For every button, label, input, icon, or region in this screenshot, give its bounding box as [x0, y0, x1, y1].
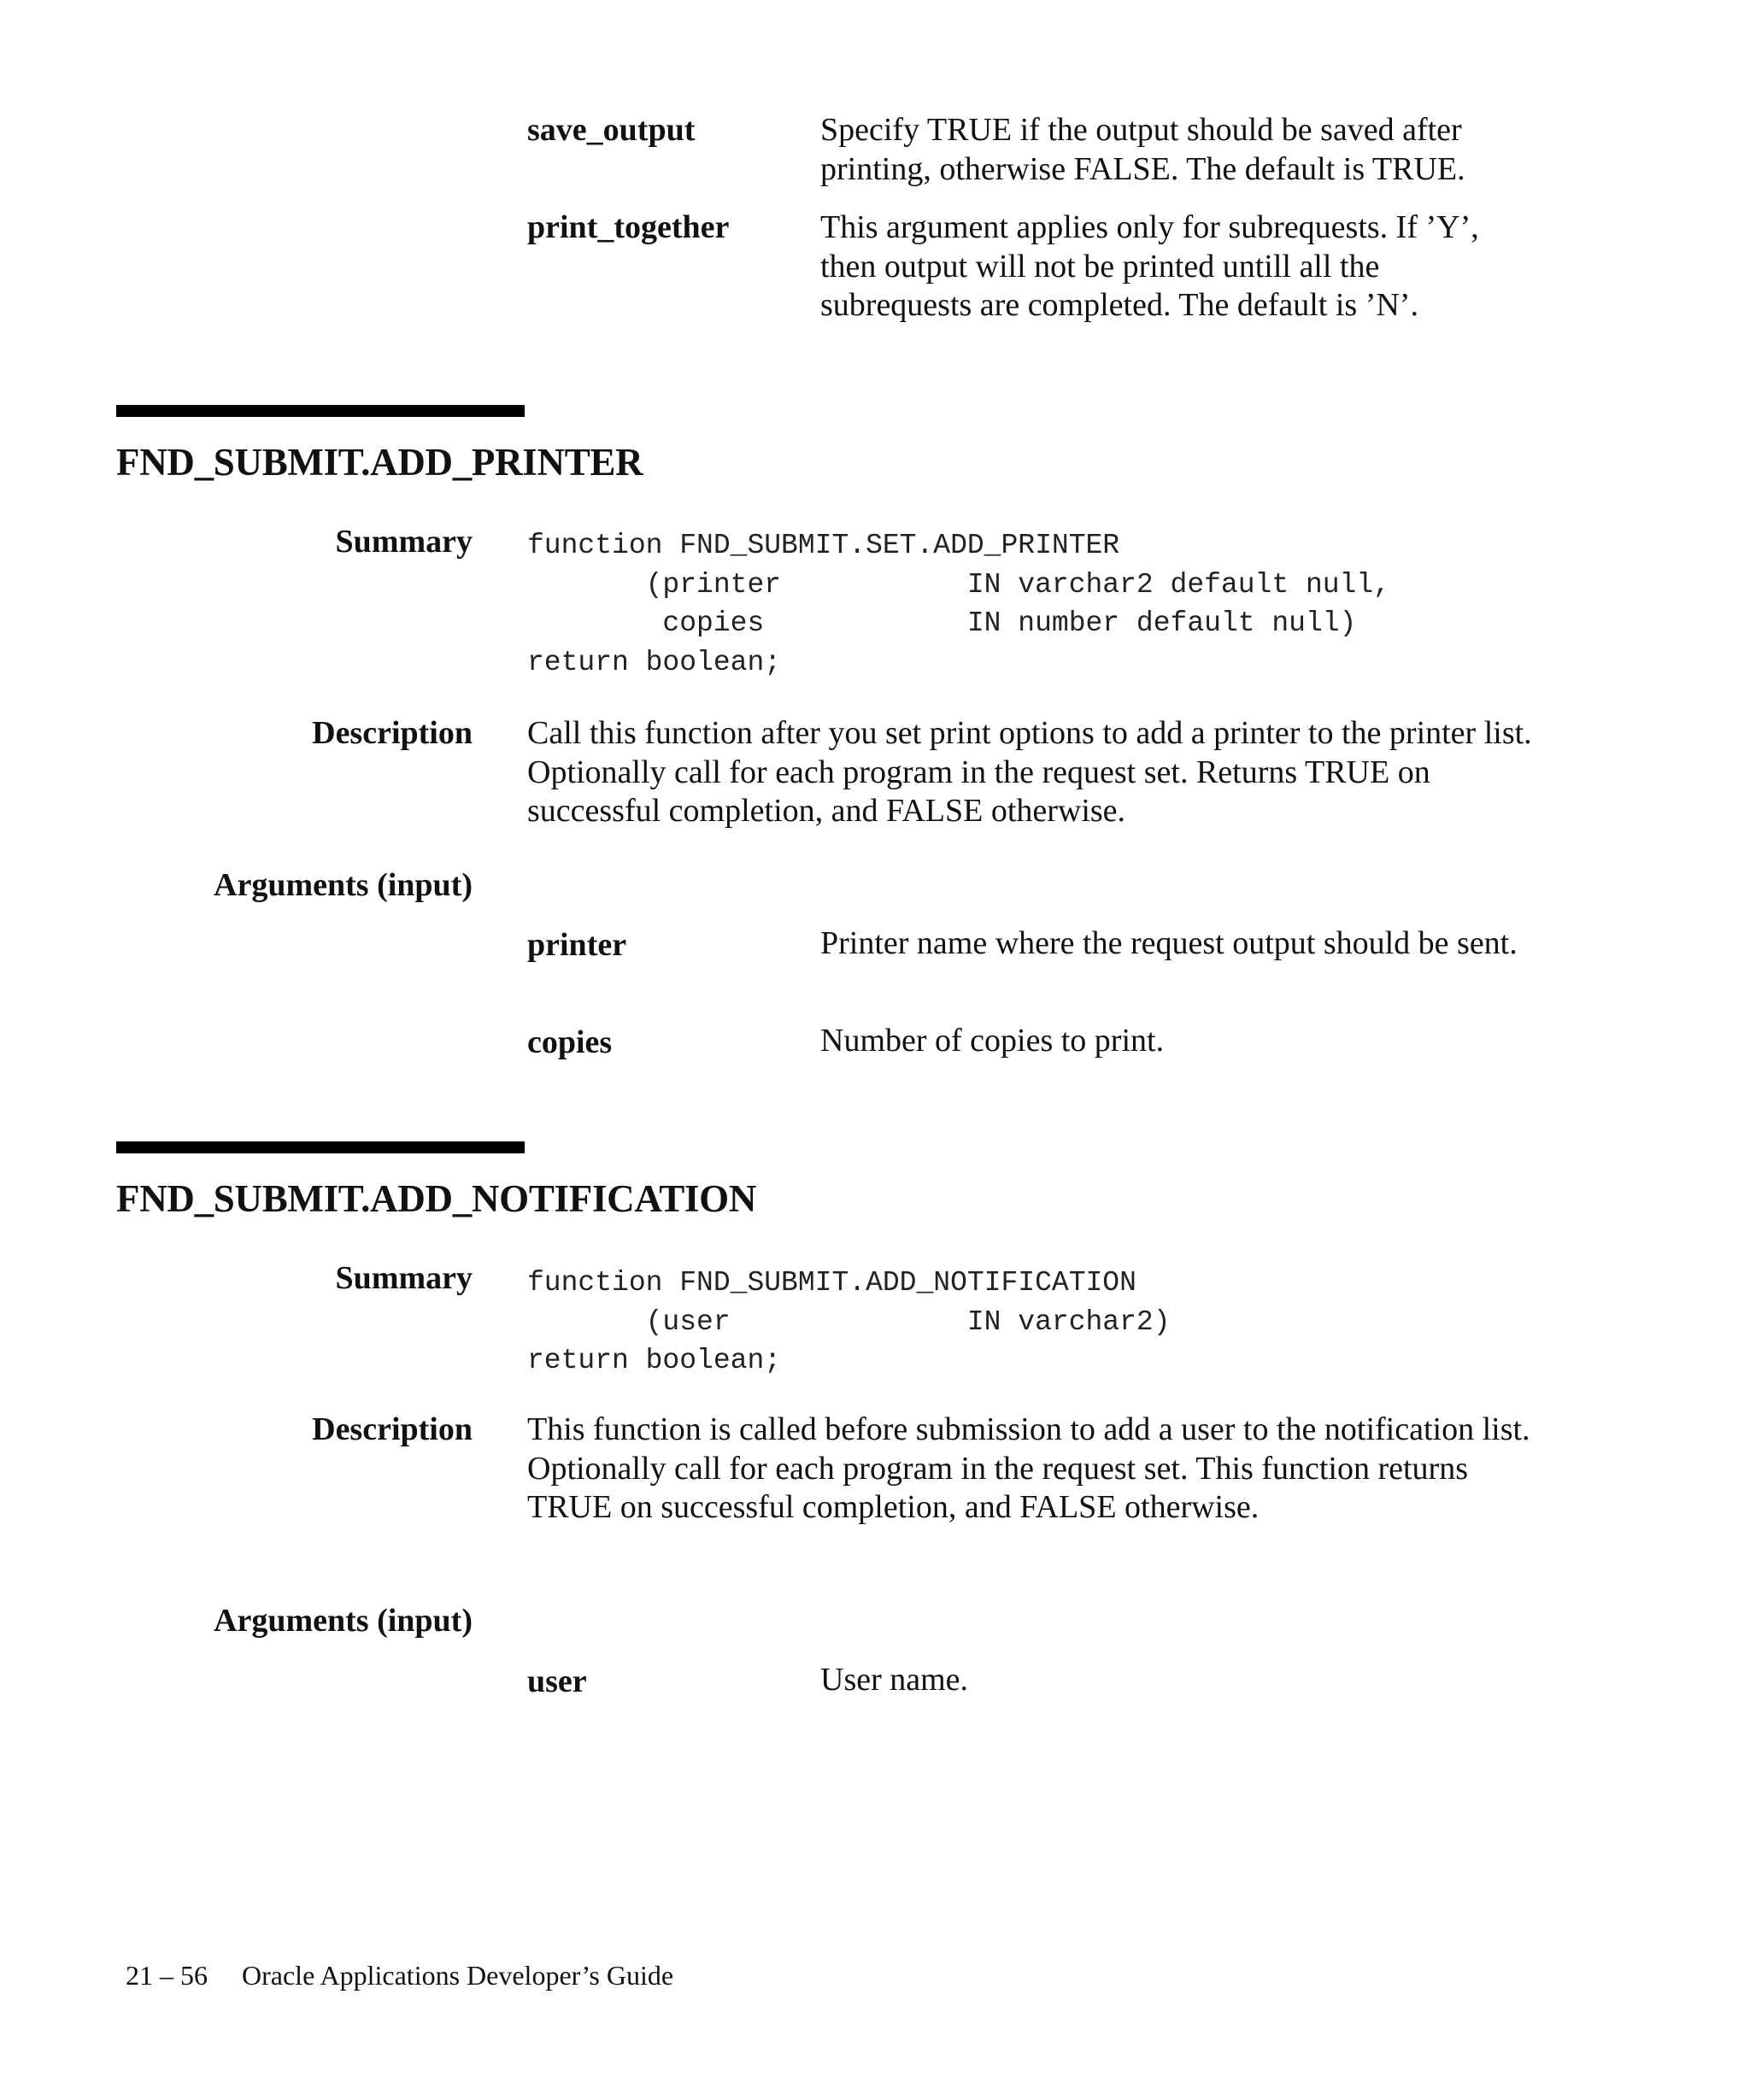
- footer-book-title: Oracle Applications Developer’s Guide: [242, 1960, 674, 1991]
- arg-desc-user: User name.: [820, 1662, 969, 1698]
- description-label: Description: [312, 715, 473, 751]
- footer-page-number: 21 – 56: [126, 1960, 208, 1991]
- summary-code-add-printer: function FND_SUBMIT.SET.ADD_PRINTER (printer IN varchar2 default null, copies IN number default null) return boolean;: [527, 530, 1390, 678]
- arg-desc-save-output: Specify TRUE if the output should be saved after printing, otherwise FALSE. The default is TRUE.: [820, 112, 1465, 187]
- arg-name-save-output: save_output: [527, 112, 696, 148]
- arg-desc-print-together: This argument applies only for subrequests. If ’Y’, then output will not be printed untill all the subrequests are completed. The default is ’N’.: [820, 209, 1479, 323]
- arguments-label: Arguments (input): [214, 867, 473, 903]
- section-heading-add-notification: FND_SUBMIT.ADD_NOTIFICATION: [116, 1177, 757, 1220]
- arg-desc-printer: Printer name where the request output should be sent.: [820, 925, 1518, 961]
- arg-name-copies: copies: [527, 1024, 613, 1060]
- arg-desc-copies: Number of copies to print.: [820, 1023, 1165, 1059]
- section-heading-add-printer: FND_SUBMIT.ADD_PRINTER: [116, 441, 643, 484]
- description-label: Description: [312, 1411, 473, 1447]
- arg-name-user: user: [527, 1663, 587, 1699]
- description-add-printer: Call this function after you set print options to add a printer to the printer list. Optionally call for each program in the request set. Returns TRUE on successful completion, and FALSE otherwise.: [527, 715, 1532, 829]
- summary-label: Summary: [335, 1260, 473, 1296]
- section-rule: [116, 405, 525, 417]
- summary-code-add-notification: function FND_SUBMIT.ADD_NOTIFICATION (user IN varchar2) return boolean;: [527, 1267, 1171, 1376]
- section-rule: [116, 1141, 525, 1153]
- arg-name-printer: printer: [527, 927, 627, 963]
- arg-name-print-together: print_together: [527, 209, 730, 245]
- arguments-label: Arguments (input): [214, 1603, 473, 1639]
- summary-label: Summary: [335, 524, 473, 560]
- description-add-notification: This function is called before submission to add a user to the notification list. Optionally call for each program in the request set. This function returns TRUE on successful completion, and FALSE otherwise.: [527, 1411, 1530, 1525]
